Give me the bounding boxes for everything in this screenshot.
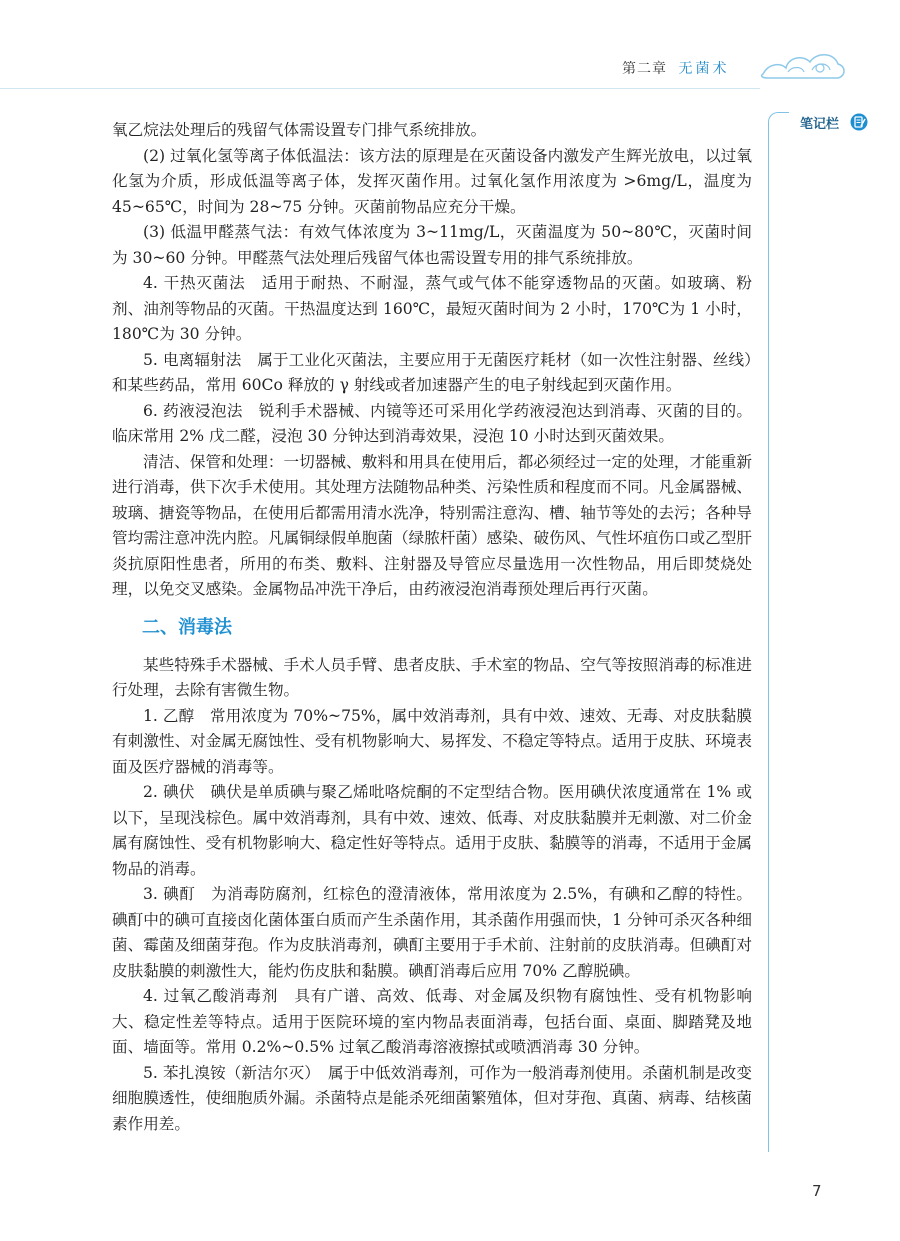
chapter-label: 第二章 (622, 61, 667, 77)
notes-frame-corner (768, 112, 789, 123)
paragraph: 清洁、保管和处理：一切器械、敷料和用具在使用后，都必须经过一定的处理，才能重新进行消毒，供下次手术使用。其处理方法随物品种类、污染性质和程度而不同。凡金属器械、玻璃、搪瓷等物品，在使用后都需用清水洗净，特别需注意沟、槽、轴节等处的去污；各种导管均需注意冲洗内腔。凡属铜绿假单胞菌（绿脓杆菌）感染、破伤风、气性坏疽伤口或乙型肝炎抗原阳性患者，所用的布类、敷料、注射器及导管应尽量选用一次性物品，用后即焚烧处理，以免交叉感染。金属物品冲洗干净后，由药液浸泡消毒预处理后再行灭菌。 (112, 452, 752, 598)
notebook-pen-icon (850, 113, 868, 131)
section-label: 无菌术 (678, 61, 730, 77)
paragraph: 氧乙烷法处理后的残留气体需设置专门排气系统排放。 (112, 121, 487, 139)
paragraph: 3. 碘酊 为消毒防腐剂，红棕色的澄清液体，常用浓度为 2.5%，有碘和乙醇的特性。碘酊中的碘可直接卤化菌体蛋白质而产生杀菌作用，其杀菌作用强而快，1 分钟可杀灭各种细菌、霉菌及细菌芽孢。作为皮肤消毒剂，碘酊主要用于手术前、注射前的皮肤消毒。但碘酊对皮肤黏膜的刺激性大，能灼伤皮肤和黏膜。碘酊消毒后应用 70% 乙醇脱碘。 (112, 885, 752, 980)
paragraph: (2) 过氧化氢等离子体低温法：该方法的原理是在灭菌设备内激发产生辉光放电，以过氧化氢为介质，形成低温等离子体，发挥灭菌作用。过氧化氢作用浓度为 >6mg/L，温度为 45~65℃，时间为 28~75 分钟。灭菌前物品应充分干燥。 (112, 146, 752, 216)
running-head (622, 58, 729, 78)
section-heading: 二、消毒法 (142, 616, 232, 638)
paragraph: 1. 乙醇 常用浓度为 70%~75%，属中效消毒剂，具有中效、速效、无毒、对皮肤黏膜有刺激性、对金属无腐蚀性、受有机物影响大、易挥发、不稳定等特点。适用于皮肤、环境表面及医疗器械的消毒等。 (112, 706, 752, 776)
paragraph: 某些特殊手术器械、手术人员手臂、患者皮肤、手术室的物品、空气等按照消毒的标准进行处理，去除有害微生物。 (112, 655, 752, 699)
paragraph: 5. 电离辐射法 属于工业化灭菌法，主要应用于无菌医疗耗材（如一次性注射器、丝线）和某些药品，常用 60Co 释放的 γ 射线或者加速器产生的电子射线起到灭菌作用。 (112, 350, 752, 394)
body-text (112, 118, 752, 1137)
paragraph: 6. 药液浸泡法 锐利手术器械、内镜等还可采用化学药液浸泡达到消毒、灭菌的目的。临床常用 2% 戊二醛，浸泡 30 分钟达到消毒效果，浸泡 10 小时达到灭菌效果。 (112, 401, 752, 445)
paragraph: 4. 干热灭菌法 适用于耐热、不耐湿，蒸气或气体不能穿透物品的灭菌。如玻璃、粉剂、油剂等物品的灭菌。干热温度达到 160℃，最短灭菌时间为 2 小时，170℃为 1 小时，180℃为 30 分钟。 (112, 274, 752, 343)
paragraph: 4. 过氧乙酸消毒剂 具有广谱、高效、低毒、对金属及织物有腐蚀性、受有机物影响大、稳定性差等特点。适用于医院环境的室内物品表面消毒，包括台面、桌面、脚踏凳及地面、墙面等。常用 0.2%~0.5% 过氧乙酸消毒溶液擦拭或喷洒消毒 30 分钟。 (112, 987, 752, 1056)
notes-label: 笔记栏 (800, 117, 840, 132)
page-number: 7 (812, 1182, 822, 1200)
page-header (0, 0, 900, 100)
paragraph: 2. 碘伏 碘伏是单质碘与聚乙烯吡咯烷酮的不定型结合物。医用碘伏浓度通常在 1% 或以下，呈现浅棕色。属中效消毒剂，具有中效、速效、低毒、对皮肤黏膜并无刺激、对二价金属有腐蚀性、受有机物影响大、稳定性好等特点。适用于皮肤、黏膜等的消毒，不适用于金属物品的消毒。 (112, 783, 752, 878)
paragraph: (3) 低温甲醛蒸气法：有效气体浓度为 3~11mg/L，灭菌温度为 50~80℃，灭菌时间为 30~60 分钟。甲醛蒸气法处理后残留气体也需设置专用的排气系统排放。 (112, 223, 752, 267)
notes-column-line (768, 122, 769, 1152)
cloud-ornament-icon (758, 38, 848, 86)
header-rule (0, 88, 760, 89)
paragraph: 5. 苯扎溴铵（新洁尔灭） 属于中低效消毒剂，可作为一般消毒剂使用。杀菌机制是改变细胞膜透性，使细胞质外漏。杀菌特点是能杀死细菌繁殖体，但对芽孢、真菌、病毒、结核菌素作用差。 (112, 1063, 752, 1133)
